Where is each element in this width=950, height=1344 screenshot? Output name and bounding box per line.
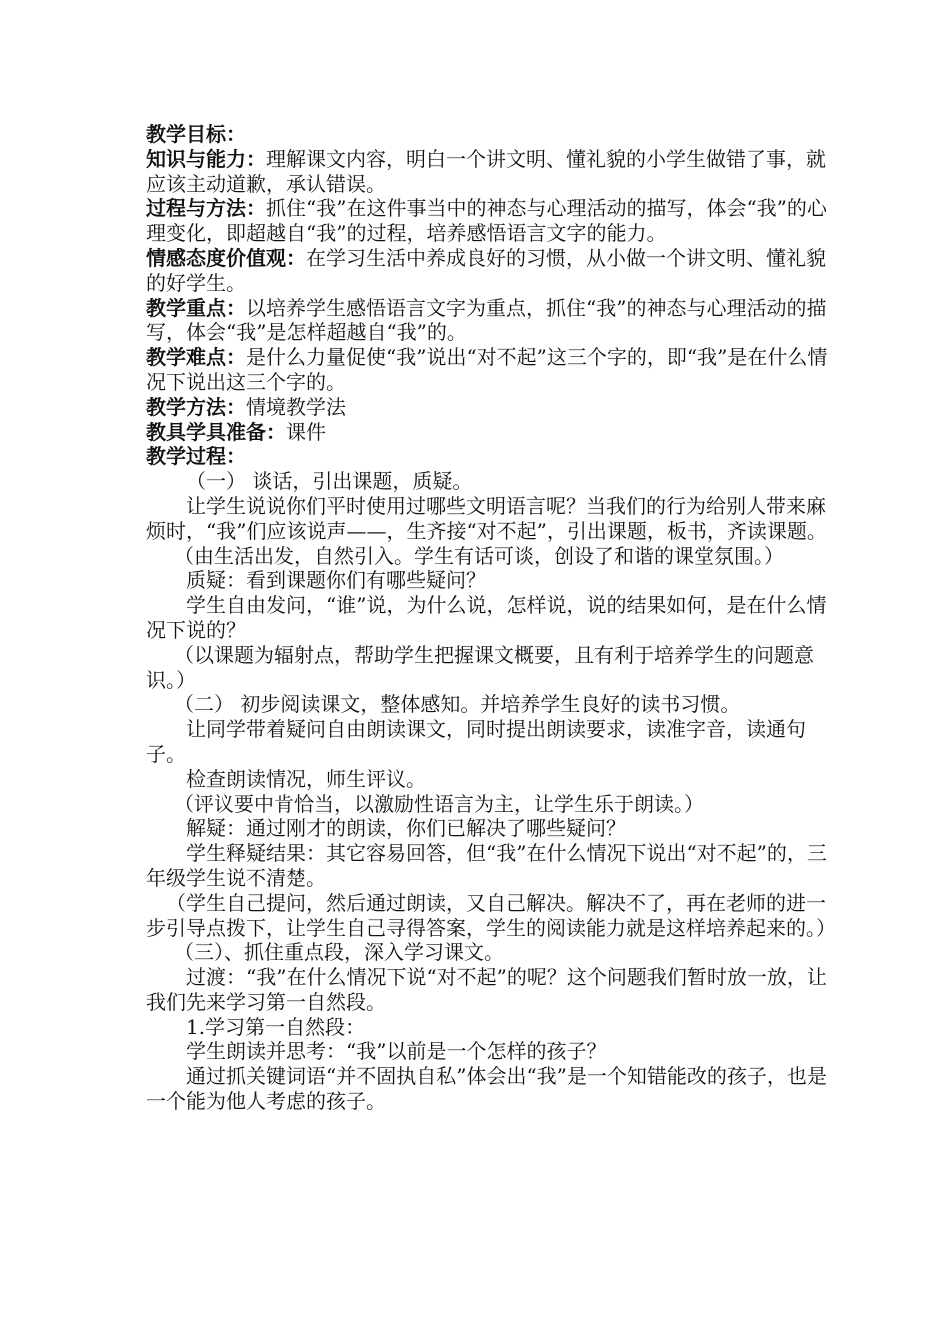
key-point-label: 教学重点： — [146, 295, 246, 320]
body-paragraph: 1.学习第一自然段： — [186, 1014, 366, 1039]
difficulty-label: 教学难点： — [146, 345, 246, 370]
teaching-tools-label: 教具学具准备： — [146, 419, 286, 444]
body-paragraph: 学生释疑结果：其它容易回答，但“我”在什么情况下说出“对不起”的，三年级学生说不清楚。 — [146, 841, 827, 890]
body-note: （由生活出发，自然引入。学生有话可谈，创设了和谐的课堂氛围。） — [174, 543, 784, 568]
objective-emotion-text: 在学习生活中养成良好的习惯，从小做一个讲文明、懂礼貌的好学生。 — [146, 245, 826, 295]
body-note: （评议要中肯恰当，以激励性语言为主，让学生乐于朗读。） — [174, 791, 704, 816]
process-heading: 教学过程： — [146, 444, 246, 469]
objectives-heading: 教学目标： — [146, 122, 246, 146]
body-paragraph: 检查朗读情况，师生评议。 — [186, 766, 426, 791]
objective-emotion-label: 情感态度价值观： — [146, 245, 306, 270]
difficulty — [146, 345, 836, 395]
objective-knowledge-label: 知识与能力： — [146, 146, 266, 171]
body-note: （学生自己提问，然后通过朗读，又自己解决。解决不了，再在老师的进一步引导点拨下，让学生自己寻得答案，学生的阅读能力就是这样培养起来的。） — [146, 890, 836, 940]
teaching-method-label: 教学方法： — [146, 394, 246, 419]
teaching-tools — [146, 420, 836, 445]
section-heading-2: （二） 初步阅读课文，整体感知。并培养学生良好的读书习惯。 — [174, 692, 741, 717]
objective-process-text: 抓住“我”在这件事当中的神态与心理活动的描写，体会“我”的心理变化，即超越自“我”的过程，培养感悟语言文字的能力。 — [146, 196, 827, 246]
objective-knowledge — [146, 147, 836, 197]
section-heading-3: （三）、抓住重点段，深入学习课文。 — [174, 940, 504, 965]
body-note: （以课题为辐射点，帮助学生把握课文概要，且有利于培养学生的问题意识。） — [146, 642, 814, 692]
teaching-method — [146, 395, 836, 420]
body-paragraph: 过渡：“我”在什么情况下说“对不起”的呢？这个问题我们暂时放一放，让我们先来学习第一自然段。 — [146, 965, 827, 1014]
body-paragraph: 质疑：看到课题你们有哪些疑问？ — [186, 568, 486, 593]
objective-emotion — [146, 246, 836, 296]
objective-process-label: 过程与方法： — [146, 196, 266, 221]
teaching-method-text: 情境教学法 — [246, 394, 346, 419]
document-page — [146, 122, 836, 1114]
teaching-tools-text: 课件 — [286, 419, 326, 444]
body-paragraph: 通过抓关键词语“并不固执自私”体会出“我”是一个知错能改的孩子，也是一个能为他人考虑的孩子。 — [146, 1064, 827, 1114]
objective-knowledge-text: 理解课文内容，明白一个讲文明、懂礼貌的小学生做错了事，就应该主动道歉，承认错误。 — [146, 146, 826, 196]
body-paragraph: 学生自由发问，“谁”说，为什么说，怎样说，说的结果如何，是在什么情况下说的？ — [146, 593, 827, 642]
key-point — [146, 296, 836, 346]
objective-process — [146, 196, 836, 246]
body-paragraph: 让学生说说你们平时使用过哪些文明语言呢？当我们的行为给别人带来麻烦时，“我”们应该说声——，生齐接“对不起”，引出课题，板书，齐读课题。 — [146, 493, 827, 543]
body-paragraph: 解疑：通过刚才的朗读，你们已解决了哪些疑问？ — [186, 816, 626, 841]
body-paragraph: 让同学带着疑问自由朗读课文，同时提出朗读要求，读准字音，读通句子。 — [146, 717, 806, 766]
key-point-text: 以培养学生感悟语言文字为重点，抓住“我”的神态与心理活动的描写，体会“我”是怎样超越自“我”的。 — [146, 295, 827, 345]
difficulty-text: 是什么力量促使“我”说出“对不起”这三个字的，即“我”是在什么情况下说出这三个字的。 — [146, 345, 828, 394]
body-paragraph: 学生朗读并思考：“我”以前是一个怎样的孩子？ — [186, 1039, 607, 1064]
section-heading-1: （一） 谈话，引出课题，质疑。 — [186, 469, 473, 494]
